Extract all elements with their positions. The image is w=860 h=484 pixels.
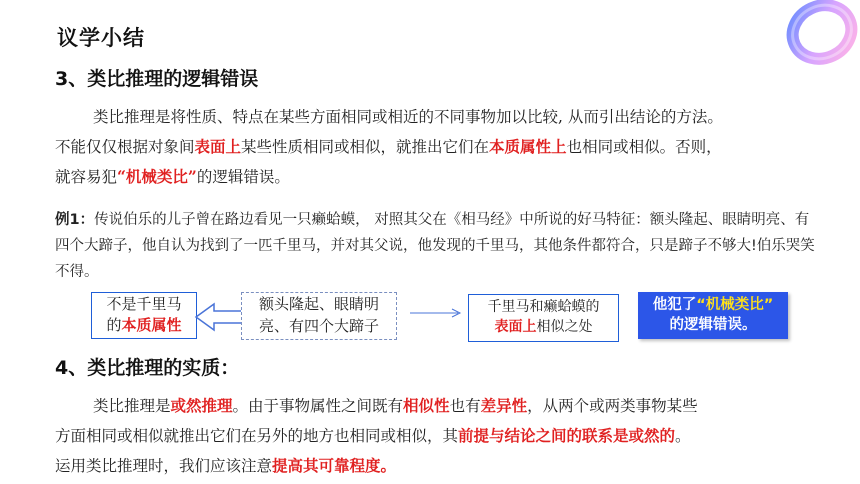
box-features	[241, 292, 397, 340]
s4-l1-red1: 或然推理	[170, 396, 233, 415]
highlight-mechanical-analogy: “机械类比”	[117, 167, 197, 186]
section3-line3-a: 就容易犯	[55, 168, 118, 186]
example-text: 传说伯乐的儿子曾在路边看见一只癞蛤蟆， 对照其父在《相马经》中所说的好马特征：额头隆起、眼睛明亮、有四个大蹄子，他自认为找到了一匹千里马，并对其父说，他发现的千里马，其他条件都符合，只是蹄子不够大!伯乐哭笑不得。	[55, 212, 815, 280]
box4-yellow: “机械类比”	[696, 297, 774, 313]
section3-heading: 3、类比推理的逻辑错误	[55, 68, 259, 90]
example-paragraph	[55, 207, 815, 285]
section3-line3-b: 的逻辑错误。	[196, 168, 290, 186]
s4-l3-red: 提高其可靠程度。	[272, 456, 397, 475]
s4-l1-a: 类比推理是	[93, 397, 171, 415]
section4-heading: 4、类比推理的实质：	[55, 357, 240, 379]
box4-pre: 他犯了	[652, 297, 697, 313]
section3-line1: 类比推理是将性质、特点在某些方面相同或相近的不同事物加以比较, 从而引出结论的方法。	[93, 108, 723, 126]
s4-l2-a: 方面相同或相似就推出它们在另外的地方也相同或相似，其	[55, 427, 459, 445]
box2-line2: 亮、有四个大蹄子	[258, 317, 379, 335]
example-label: 例1：	[55, 212, 95, 228]
section4-paragraph	[55, 391, 825, 481]
box3-line1: 千里马和癞蛤蟆的	[487, 299, 600, 315]
highlight-surface: 表面上	[194, 137, 242, 156]
ring-icon	[770, 0, 860, 80]
s4-l1-c: 也有	[449, 397, 481, 415]
box1-pre: 的	[106, 316, 122, 334]
section3-paragraph	[55, 102, 815, 192]
box3-red: 表面上	[494, 319, 537, 335]
s4-l1-d: ，从两个或两类事物某些	[527, 397, 698, 415]
box-surface-similarity	[468, 294, 619, 342]
left-arrow-icon	[190, 300, 246, 334]
section3-line2-a: 不能仅仅根据对象间	[55, 138, 195, 156]
box1-line1: 不是千里马	[106, 295, 182, 313]
box4-line2: 的逻辑错误。	[669, 317, 757, 333]
s4-l2-red: 前提与结论之间的联系是或然的	[458, 426, 676, 445]
box-conclusion	[638, 292, 788, 339]
highlight-essence: 本质属性上	[489, 137, 567, 156]
s4-l1-red3: 差异性	[480, 396, 528, 415]
section3-line2-c: 也相同或相似。否则，	[566, 138, 722, 156]
box-not-essence	[91, 292, 197, 339]
s4-l2-b: 。	[675, 427, 691, 445]
s4-l3-a: 运用类比推理时，我们应该注意	[55, 457, 273, 475]
box1-red: 本质属性	[121, 316, 182, 334]
right-arrow-icon	[408, 305, 464, 321]
s4-l1-red2: 相似性	[403, 396, 450, 415]
s4-l1-b: 。由于事物属性之间既有	[232, 397, 404, 415]
box2-line1: 额头隆起、眼睛明	[258, 295, 379, 313]
section3-line2-b: 某些性质相同或相似，就推出它们在	[241, 138, 490, 156]
page-title: 议学小结	[57, 26, 145, 50]
box3-post: 相似之处	[536, 319, 593, 335]
